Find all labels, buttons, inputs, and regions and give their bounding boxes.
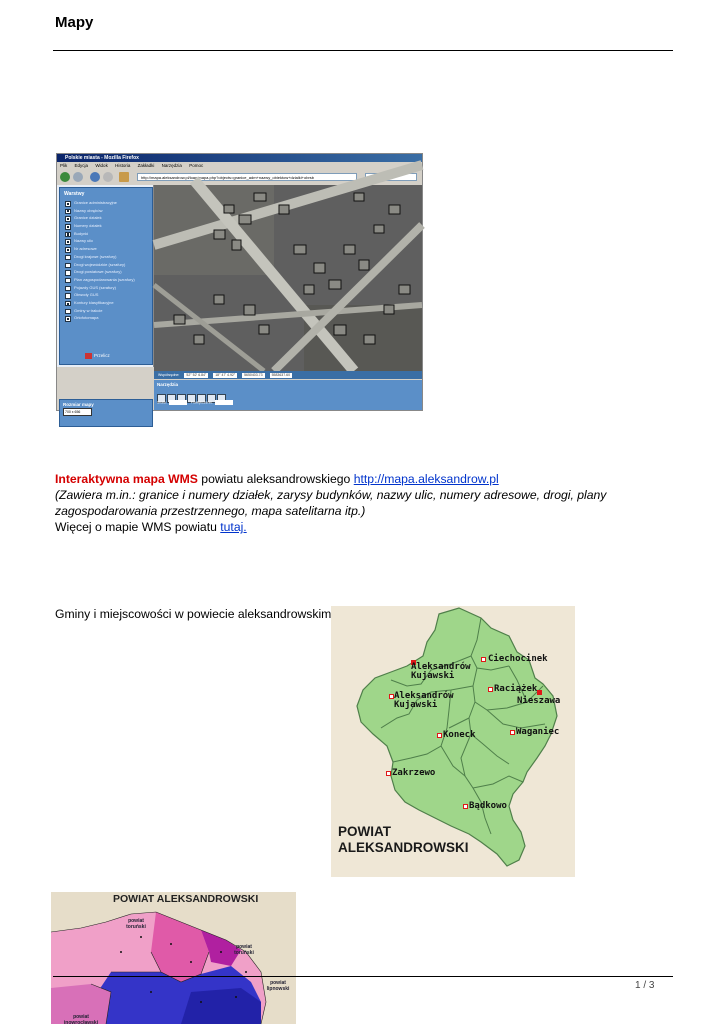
place-ciechocinek: Ciechocinek bbox=[488, 654, 548, 664]
mapsize-title: Rozmiar mapy bbox=[63, 402, 94, 407]
tool-icons bbox=[157, 390, 227, 408]
layer-checkbox[interactable] bbox=[65, 316, 71, 322]
reload-icon[interactable] bbox=[90, 172, 100, 182]
menu-item[interactable]: Zakładki bbox=[137, 163, 155, 168]
orthophoto-image bbox=[154, 185, 422, 371]
layer-checkbox[interactable] bbox=[65, 216, 71, 222]
browser-menubar bbox=[57, 162, 422, 169]
layer-label: Drogi krajowe (szrafury) bbox=[74, 253, 117, 259]
powiat-map bbox=[51, 892, 296, 1024]
place-aleksandrow-kujawski-town: Aleksandrów Kujawski bbox=[411, 662, 471, 681]
place-waganiec: Waganiec bbox=[516, 727, 560, 737]
window-titlebar: Polskie miasta - Mozilla Firefox bbox=[57, 154, 422, 162]
layer-list bbox=[60, 199, 152, 322]
gminy-map-caption: POWIAT ALEKSANDROWSKI bbox=[338, 824, 469, 855]
layer-item[interactable] bbox=[60, 261, 152, 269]
layer-checkbox[interactable] bbox=[65, 224, 71, 230]
zoom-input[interactable] bbox=[215, 400, 233, 405]
layer-label: Kontury klasyfikacyjne bbox=[74, 299, 114, 305]
mapsize-select[interactable]: 700 x 656 bbox=[63, 408, 92, 416]
place-nieszawa: Nieszawa bbox=[517, 696, 561, 706]
layer-label: Obwody GUS bbox=[74, 292, 99, 298]
refresh-button[interactable]: Przelicz bbox=[85, 353, 110, 359]
powiat-map-title: POWIAT ALEKSANDROWSKI bbox=[113, 893, 259, 905]
page-number: 1 / 3 bbox=[635, 980, 655, 991]
layer-item[interactable] bbox=[60, 230, 152, 238]
layer-item[interactable] bbox=[60, 291, 152, 299]
layer-label: Drogi wojewódzkie (szrafury) bbox=[74, 261, 126, 267]
layer-label: Numery działek bbox=[74, 223, 102, 229]
map-sidebar bbox=[57, 185, 154, 414]
neighbour-label: powiat lipnowski bbox=[266, 980, 290, 992]
layers-panel-title: Warstwy bbox=[64, 191, 85, 197]
tools-panel bbox=[154, 380, 422, 410]
layer-checkbox[interactable] bbox=[65, 270, 71, 276]
layer-checkbox[interactable] bbox=[65, 239, 71, 245]
layer-item[interactable] bbox=[60, 268, 152, 276]
wms-app-screenshot bbox=[56, 153, 423, 414]
wms-contents-note: (Zawiera m.in.: granice i numery działek, zarysy budynków, nazwy ulic, numery adresowe, drogi, plany zagospodarowania przestrzennego, mapa satelitarna itp.) bbox=[55, 488, 607, 518]
layer-checkbox[interactable] bbox=[65, 286, 71, 292]
layer-label: Nazwy obrębów bbox=[74, 207, 103, 213]
menu-item[interactable]: Plik bbox=[60, 163, 68, 168]
layer-item[interactable] bbox=[60, 299, 152, 307]
layers-panel bbox=[59, 187, 153, 365]
layer-checkbox[interactable] bbox=[65, 255, 71, 261]
layer-label: Plan zagospodarowania (szrafury) bbox=[74, 276, 135, 282]
layer-item[interactable] bbox=[60, 199, 152, 207]
place-badkowo: Bądkowo bbox=[469, 801, 507, 811]
refresh-icon bbox=[85, 353, 92, 359]
home-icon[interactable] bbox=[119, 172, 129, 182]
layer-item[interactable] bbox=[60, 276, 152, 284]
place-koneck: Koneck bbox=[443, 730, 476, 740]
neighbour-label: powiat toruński bbox=[126, 918, 146, 930]
layer-label: Granice działek bbox=[74, 215, 102, 221]
menu-item[interactable]: Edycja bbox=[74, 163, 89, 168]
powiat-map-shape bbox=[51, 892, 296, 1024]
orthophoto-map-view[interactable] bbox=[154, 185, 422, 371]
forward-icon[interactable] bbox=[73, 172, 83, 182]
layer-item[interactable] bbox=[60, 253, 152, 261]
gminy-map bbox=[331, 606, 575, 877]
search-input[interactable]: Google bbox=[365, 173, 417, 181]
layer-label: Nr adresowe bbox=[74, 246, 97, 252]
header-rule bbox=[53, 50, 673, 51]
mapsize-panel bbox=[59, 399, 153, 427]
place-raciazek: Raciążek bbox=[494, 684, 538, 694]
layer-checkbox[interactable] bbox=[65, 247, 71, 253]
menu-item[interactable]: Historia bbox=[115, 163, 131, 168]
layer-checkbox[interactable] bbox=[65, 201, 71, 207]
layer-item[interactable] bbox=[60, 207, 152, 215]
map-description: Interaktywna mapa WMS powiatu aleksandrowskiego http://mapa.aleksandrow.pl (Zawiera m.in.: granice i numery działek, zarysy budynków, nazwy ulic, numery adresowe, drogi, plany zagospodarowania przestrzennego, mapa satelitarna itp.) Więcej o mapie WMS powiatu tutaj. bbox=[55, 472, 607, 534]
neighbour-label: powiat toruński bbox=[234, 944, 254, 956]
more-info-link[interactable]: tutaj. bbox=[220, 520, 247, 534]
place-aleksandrow-kujawski-gmina: Aleksandrów Kujawski bbox=[394, 691, 454, 710]
scale-fields: Skala: Powiększenie: bbox=[157, 400, 237, 405]
layer-item[interactable] bbox=[60, 237, 152, 245]
page-title: Mapy bbox=[55, 14, 94, 31]
layer-label: Granice administracyjne bbox=[74, 200, 117, 205]
tools-title: Narzędzia bbox=[157, 382, 179, 387]
layer-item[interactable] bbox=[60, 222, 152, 230]
coordinates-statusbar: Współrzędne: 52° 52' 6.84" 18° 47' 4.92" 5650403.73 5583637.60 bbox=[154, 371, 422, 379]
layer-checkbox[interactable] bbox=[65, 301, 71, 307]
layer-label: Nazwy ulic bbox=[74, 238, 94, 244]
layer-item[interactable] bbox=[60, 214, 152, 222]
layer-label: Budynki bbox=[74, 230, 89, 236]
layer-item[interactable] bbox=[60, 245, 152, 253]
stop-icon[interactable] bbox=[103, 172, 113, 182]
layer-checkbox[interactable] bbox=[65, 278, 71, 284]
gminy-label: Gminy i miejscowości w powiecie aleksandrowskim bbox=[55, 607, 332, 621]
layer-checkbox[interactable] bbox=[65, 209, 71, 215]
menu-item[interactable]: Pomoc bbox=[189, 163, 204, 168]
layer-checkbox[interactable] bbox=[65, 293, 71, 299]
wms-map-link[interactable]: http://mapa.aleksandrow.pl bbox=[353, 472, 499, 486]
layer-checkbox[interactable] bbox=[65, 309, 71, 315]
wms-heading: Interaktywna mapa WMS bbox=[55, 472, 198, 486]
scale-input[interactable] bbox=[169, 400, 187, 405]
layer-label: Ortofotomapa bbox=[74, 315, 99, 321]
layer-label: Gminy w trakcie bbox=[74, 307, 103, 313]
menu-item[interactable]: Narzędzia bbox=[161, 163, 182, 168]
layer-item[interactable] bbox=[60, 284, 152, 292]
place-zakrzewo: Zakrzewo bbox=[392, 768, 436, 778]
neighbour-label: powiat inowrocławski bbox=[63, 1014, 99, 1026]
layer-checkbox[interactable] bbox=[65, 232, 71, 238]
layer-item[interactable] bbox=[60, 314, 152, 322]
layer-checkbox[interactable] bbox=[65, 263, 71, 269]
address-bar[interactable]: http://mapa.aleksandrow.pl/loap/mapa.php?objects=granice_adm+nazwy_obiektow+dzialki+obrsb bbox=[137, 173, 357, 181]
back-icon[interactable] bbox=[60, 172, 70, 182]
layer-label: Drogi powiatowe (szrafury) bbox=[74, 269, 122, 275]
layer-item[interactable] bbox=[60, 307, 152, 315]
footer-rule bbox=[53, 976, 673, 977]
layer-label: Pojazdy GUS (szrafury) bbox=[74, 284, 117, 290]
menu-item[interactable]: Widok bbox=[95, 163, 108, 168]
